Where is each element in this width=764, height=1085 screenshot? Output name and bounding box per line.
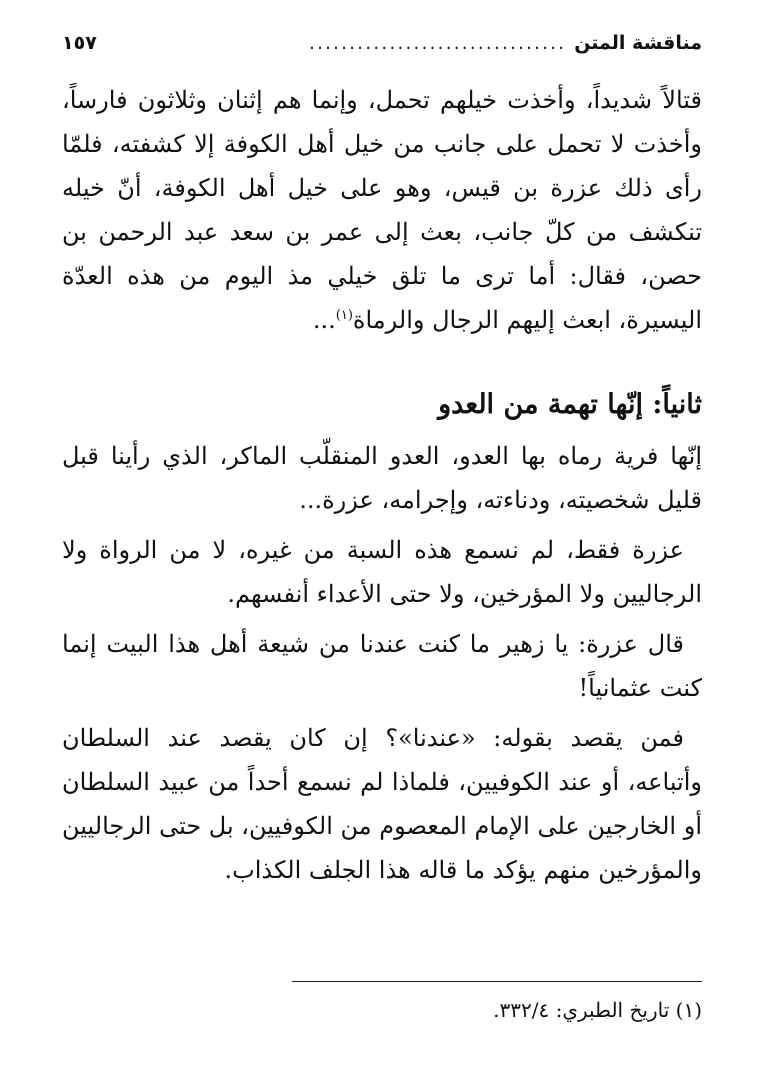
footnote: (١) تاريخ الطبري: ٣٣٢/٤. xyxy=(493,998,702,1022)
ellipsis: ... xyxy=(312,306,336,334)
paragraph-text: قتالاً شديداً، وأخذت خيلهم تحمل، وإنما هم إثنان وثلاثون فارساً، وأخذت لا تحمل على جانب من خيل أهل الكوفة إلا كشفته، فلمّا رأى ذلك عزرة بن قيس، وهو على خيل أهل الكوفة، أنّ خيله تنكشف من كلّ جانب، بعث إلى عمر بن سعد عبد الرحمن بن حصن، فقال: أما ترى ما تلق خيلي مذ اليوم من هذه العدّة اليسيرة، ابعث إليهم الرجال والرماة xyxy=(62,86,702,334)
section-heading: ثانياً: إنّها تهمة من العدو xyxy=(438,389,702,420)
body-text xyxy=(62,78,702,892)
chapter-title: مناقشة المتن xyxy=(574,32,702,54)
paragraph-opening xyxy=(62,78,702,342)
paragraph: عزرة فقط، لم نسمع هذه السبة من غيره، لا من الرواة ولا الرجاليين ولا المؤرخين، ولا حتى الأعداء أنفسهم. xyxy=(62,536,702,608)
footnote-reference: (١) xyxy=(335,308,353,323)
paragraph: قال عزرة: يا زهير ما كنت عندنا من شيعة أهل هذا البيت إنما كنت عثمانياً! xyxy=(62,630,702,702)
footnote-divider xyxy=(292,981,702,982)
running-header xyxy=(62,26,702,60)
leader-dots: ................................ xyxy=(308,32,567,54)
book-page xyxy=(62,0,702,1085)
page-number: ١٥٧ xyxy=(62,32,97,54)
paragraph: فمن يقصد بقوله: «عندنا»؟ إن كان يقصد عند السلطان وأتباعه، أو عند الكوفيين، فلماذا لم نسمع أحداً من عبيد السلطان أو الخارجين على الإمام المعصوم من الكوفيين، بل حتى الرجاليين والمؤرخين منهم يؤكد ما قاله هذا الجلف الكذاب. xyxy=(62,724,702,884)
paragraph: إنّها فرية رماه بها العدو، العدو المنقلّب الماكر، الذي رأينا قبل قليل شخصيته، ودناءته، وإجرامه، عزرة... xyxy=(62,442,702,514)
